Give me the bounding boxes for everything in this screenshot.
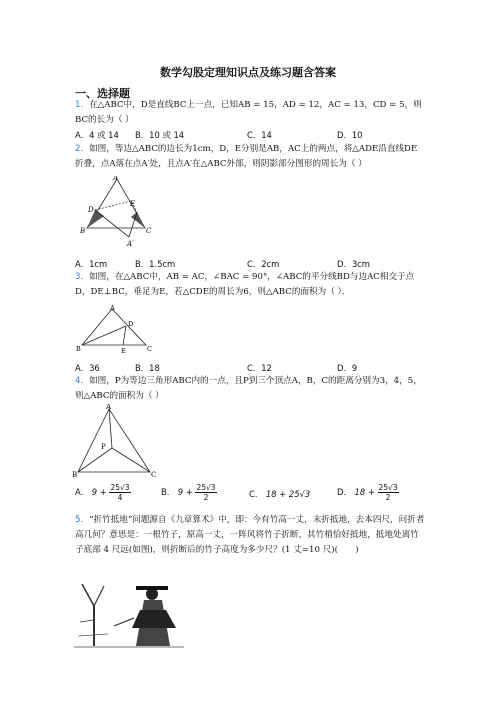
option-c[interactable]: C．12 <box>247 363 272 373</box>
figure-label: P <box>101 443 106 451</box>
section-heading: 一、选择题 <box>75 87 130 100</box>
question-text: 如图，在△ABC中，AB = AC，∠BAC = 90°，∠ABC的平分线BD与边AC相交于点D，DE⊥BC，垂足为E，若△CDE的周长为6，则△ABC的面积为（ ）． <box>75 272 415 297</box>
option-c[interactable]: C．2cm <box>247 259 280 269</box>
page-title: 数学勾股定理知识点及练习题含答案 <box>160 66 336 79</box>
question-2 <box>75 142 425 172</box>
question-number: 3． <box>75 272 90 282</box>
option-letter: B． <box>161 487 176 497</box>
option-b[interactable]: B．1.5cm <box>135 259 176 269</box>
option-d[interactable] <box>337 483 399 502</box>
option-d[interactable]: D．10 <box>337 130 363 140</box>
shaded-region-right <box>131 212 145 228</box>
option-letter: C． <box>249 489 264 499</box>
figure-label: A <box>106 404 112 411</box>
option-expr: 18 + <box>354 487 375 497</box>
denominator: 2 <box>385 493 391 502</box>
question-text: “折竹抵地”问题源自《九章算术》中，即：今有竹高一丈，末折抵地，去本四尺，问折者高几何？意思是：一根竹子，原高一丈，一阵风将竹子折断，其竹梢恰好抵地，抵地处离竹子底部 4 尺远(如图)，则折断后的竹子高度为多少尺？(1 丈=10 尺)( ) <box>75 515 425 555</box>
fraction <box>195 483 216 502</box>
question-number: 4． <box>75 376 90 386</box>
question-number: 1． <box>75 100 90 110</box>
figure-label: A <box>113 176 119 182</box>
option-a[interactable]: A．4 或 14 <box>75 130 119 140</box>
numerator: 25√3 <box>196 483 216 492</box>
fraction <box>109 483 130 502</box>
option-b[interactable]: B．18 <box>135 363 160 373</box>
broken-bamboo-illustration <box>74 576 184 652</box>
question-3 <box>75 270 425 300</box>
question-text: 在△ABC中，D是直线BC上一点，已知AB = 15，AD = 12，AC = 13，CD = 5，则BC的长为（ ） <box>75 100 422 125</box>
fraction <box>378 483 399 502</box>
equilateral-triangle-point-figure <box>72 404 158 478</box>
option-a[interactable]: A．36 <box>75 363 100 373</box>
isosceles-right-triangle-figure <box>76 305 156 355</box>
numerator: 25√3 <box>110 483 130 492</box>
option-b[interactable] <box>161 483 217 502</box>
denominator: 4 <box>117 493 123 502</box>
question-1 <box>75 98 425 128</box>
option-c[interactable]: C．14 <box>247 130 272 140</box>
option-d[interactable]: D．9 <box>337 363 358 373</box>
question-text: 如图，等边△ABC的边长为1cm，D，E分别是AB，AC上的两点，将△ADE沿直线DE折叠，点A落在点A′处，且点A′在△ABC外部，则阴影部分图形的周长为（ ） <box>75 144 418 169</box>
figure-label: B <box>72 471 78 478</box>
option-expr: 9 + <box>91 487 107 497</box>
figure-label: C <box>147 345 152 353</box>
figure-label: C <box>151 471 157 478</box>
figure-label: E <box>130 200 136 208</box>
figure-label: A <box>110 305 115 312</box>
option-letter: A． <box>75 487 90 497</box>
figure-label: C <box>146 227 152 235</box>
option-b[interactable]: B．10 或 14 <box>135 130 185 140</box>
figure-label: D <box>88 206 94 214</box>
question-4 <box>75 374 425 404</box>
denominator: 2 <box>203 493 209 502</box>
option-c[interactable] <box>249 488 310 500</box>
option-a[interactable] <box>75 483 131 502</box>
question-number: 5． <box>75 515 90 525</box>
question-5 <box>75 513 425 558</box>
figure-label: D <box>128 320 134 328</box>
option-expr: 9 + <box>177 487 193 497</box>
option-d[interactable]: D．3cm <box>337 259 370 269</box>
numerator: 25√3 <box>378 483 398 492</box>
option-a[interactable]: A．1cm <box>75 259 108 269</box>
figure-label: B <box>80 227 86 235</box>
figure-label: B <box>76 345 81 353</box>
option-letter: D． <box>337 487 352 497</box>
folded-triangle-figure <box>80 176 160 248</box>
option-expr: 18 + 25√3 <box>265 489 311 499</box>
figure-label: A′ <box>127 240 134 248</box>
question-text: 如图，P为等边三角形ABC内的一点，且P到三个顶点A，B，C的距离分别为3，4，5，则△ABC的面积为（ ） <box>75 376 422 401</box>
figure-label: E <box>121 347 126 355</box>
question-number: 2． <box>75 144 90 154</box>
